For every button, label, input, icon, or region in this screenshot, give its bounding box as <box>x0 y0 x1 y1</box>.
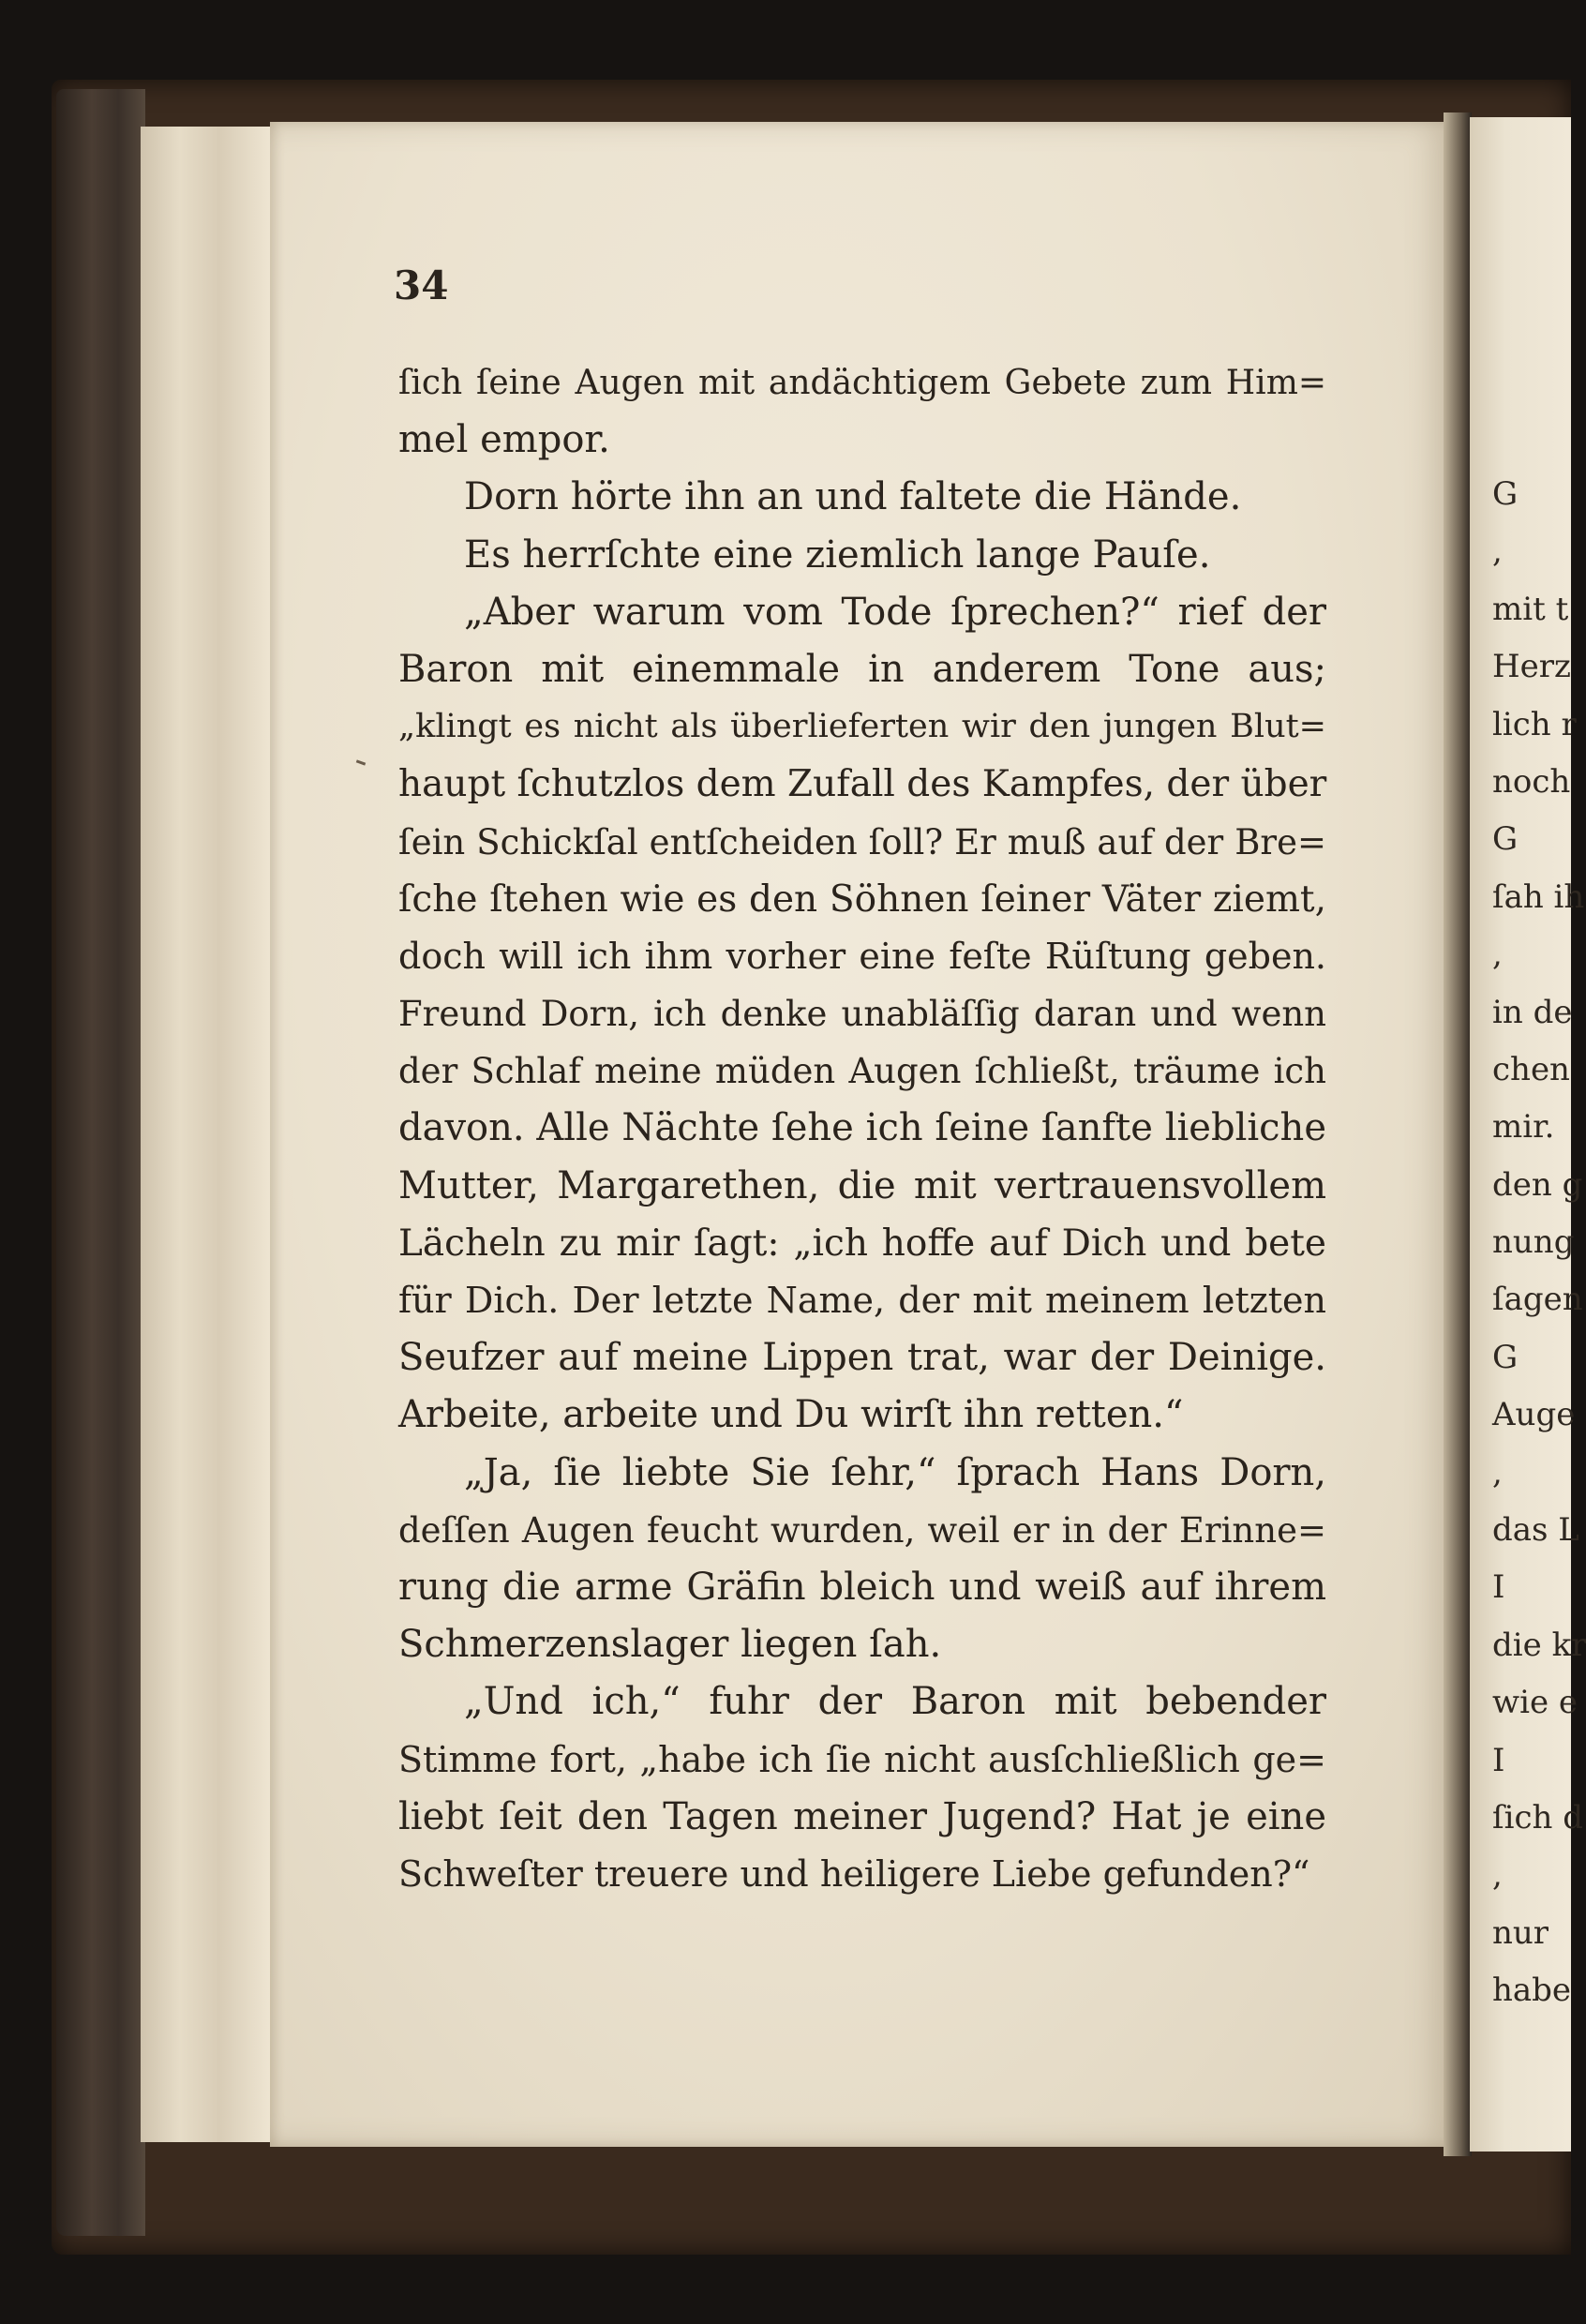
facing-page-line-fragment: mir. <box>1492 1108 1555 1147</box>
text-line: Arbeite, arbeite und Du wirſt ihn retten.“ <box>398 1393 1184 1437</box>
book-gutter <box>1444 112 1472 2156</box>
text-line: Freund Dorn, ich denke unabläſſig daran und wenn <box>398 994 1326 1035</box>
facing-page-line-fragment: den g <box>1492 1165 1583 1204</box>
text-line: davon. Alle Nächte ſehe ich ſeine ſanfte liebliche <box>398 1106 1326 1150</box>
facing-page-line-fragment: Herz <box>1492 648 1571 686</box>
facing-page-line-fragment: , <box>1492 1856 1503 1895</box>
text-line: der Schlaf meine müden Augen ſchließt, träume ich <box>398 1051 1326 1092</box>
text-line: deſſen Augen feucht wurden, weil er in der Erinne= <box>398 1509 1326 1551</box>
book-spine-edge <box>56 89 145 2236</box>
text-line: liebt ſeit den Tagen meiner Jugend? Hat je eine <box>398 1794 1326 1838</box>
page-body-text <box>398 354 1326 1903</box>
text-line: rung die arme Gräfin bleich und weiß auf ihrem <box>398 1565 1326 1609</box>
facing-page-line-fragment: , <box>1492 1453 1503 1492</box>
facing-page <box>1470 117 1586 2152</box>
facing-page-line-fragment: ſagen <box>1492 1281 1583 1319</box>
text-line: doch will ich ihm vorher eine feſte Rüſtung geben. <box>398 935 1326 977</box>
text-line: Es herrſchte eine ziemlich lange Pauſe. <box>464 532 1211 577</box>
text-line: ſche ſtehen wie es den Söhnen ſeiner Väter ziemt, <box>398 877 1326 921</box>
text-line: „Ja, ſie liebte Sie ſehr,“ ſprach Hans Dorn, <box>464 1450 1326 1494</box>
facing-page-text <box>1470 466 1586 2020</box>
text-line: Baron mit einemmale in anderem Tone aus; <box>398 647 1326 691</box>
facing-page-line-fragment: , <box>1492 936 1503 974</box>
text-line: ſich ſeine Augen mit andächtigem Gebete zum Him= <box>398 364 1326 402</box>
text-line: mel empor. <box>398 418 610 462</box>
facing-page-line-fragment: lich r <box>1492 705 1577 743</box>
text-line: Stimme fort, „habe ich ſie nicht ausſchließlich ge= <box>398 1738 1326 1780</box>
facing-page-line-fragment: in de <box>1492 993 1573 1031</box>
facing-page-line-fragment: noch <box>1492 762 1571 801</box>
text-line: ſein Schickſal entſcheiden ſoll? Er muß auf der Bre= <box>398 821 1326 862</box>
facing-page-line-fragment: I <box>1492 1568 1505 1607</box>
facing-page-line-fragment: I <box>1492 1741 1505 1779</box>
facing-page-line-fragment: chen <box>1492 1050 1570 1088</box>
facing-page-line-fragment: die kr <box>1492 1626 1586 1664</box>
facing-page-line-fragment: , <box>1492 532 1503 571</box>
text-line: Schmerzenslager liegen ſah. <box>398 1623 942 1667</box>
facing-page-line-fragment: nung <box>1492 1223 1575 1262</box>
facing-page-line-fragment: G <box>1492 475 1519 513</box>
text-line: „Und ich,“ fuhr der Baron mit bebender <box>464 1680 1326 1724</box>
text-line: Dorn hörte ihn an und faltete die Hände. <box>464 475 1242 519</box>
facing-page-line-fragment: ſah ih <box>1492 877 1585 916</box>
page-edges <box>141 127 272 2142</box>
facing-page-line-fragment: wie e <box>1492 1684 1579 1722</box>
facing-page-line-fragment: G <box>1492 1338 1519 1376</box>
facing-page-line-fragment: G <box>1492 820 1519 859</box>
text-line: Schweſter treuere und heiligere Liebe gefunden?“ <box>398 1852 1310 1895</box>
text-line: Lächeln zu mir ſagt: „ich hoffe auf Dich und bete <box>398 1222 1326 1265</box>
text-line: haupt ſchutzlos dem Zufall des Kampfes, der über <box>398 763 1327 806</box>
text-line: „klingt es nicht als überlieferten wir den jungen Blut= <box>398 708 1326 746</box>
text-line: Mutter, Margarethen, die mit vertrauensvollem <box>398 1163 1326 1207</box>
text-line: für Dich. Der letzte Name, der mit meinem letzten <box>398 1280 1326 1321</box>
facing-page-line-fragment: mit t <box>1492 590 1569 628</box>
facing-page-line-fragment: nur <box>1492 1913 1549 1952</box>
text-line: Seufzer auf meine Lippen trat, war der Deinige. <box>398 1336 1326 1380</box>
facing-page-line-fragment: ſich d <box>1492 1798 1583 1837</box>
facing-page-line-fragment: habe <box>1492 1972 1572 2010</box>
facing-page-line-fragment: Auge <box>1492 1396 1576 1434</box>
facing-page-line-fragment: das L <box>1492 1511 1579 1550</box>
text-line: „Aber warum vom Tode ſprechen?“ rief der <box>464 590 1326 634</box>
page-number: 34 <box>394 262 449 308</box>
